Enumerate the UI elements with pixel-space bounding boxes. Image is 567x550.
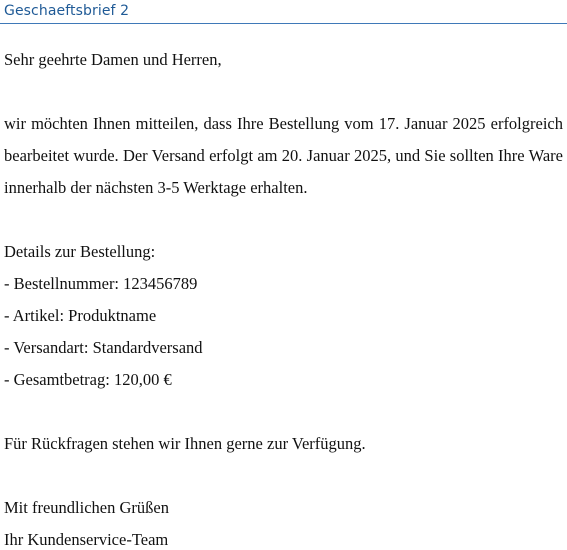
detail-article: - Artikel: Produktname (4, 306, 157, 325)
details-heading: Details zur Bestellung: (4, 242, 156, 261)
document-title: Geschaeftsbrief 2 (4, 3, 130, 19)
detail-shipping-method: - Versandart: Standardversand (4, 338, 203, 357)
body-line-1: wir möchten Ihnen mitteilen, dass Ihre Bestellung vom 17. Januar 2025 erfolgreich (4, 114, 563, 133)
body-line-2: bearbeitet wurde. Der Versand erfolgt am 20. Januar 2025, und Sie sollten Ihre Ware (4, 146, 563, 165)
greeting: Mit freundlichen Grüßen (4, 498, 169, 517)
title-divider (0, 23, 567, 24)
detail-total-amount: - Gesamtbetrag: 120,00 € (4, 370, 172, 389)
closing-note: Für Rückfragen stehen wir Ihnen gerne zur Verfügung. (4, 434, 366, 453)
salutation: Sehr geehrte Damen und Herren, (4, 50, 222, 69)
body-line-3: innerhalb der nächsten 3-5 Werktage erhalten. (4, 178, 308, 197)
detail-order-number: - Bestellnummer: 123456789 (4, 274, 198, 293)
signature: Ihr Kundenservice-Team (4, 530, 169, 549)
